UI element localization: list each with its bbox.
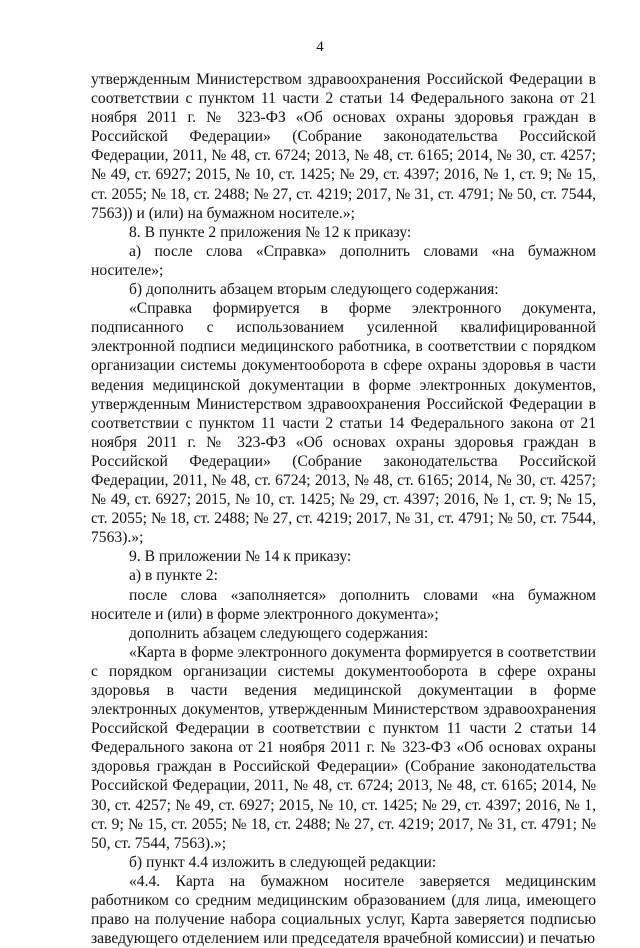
paragraph-3: а) после слова «Справка» дополнить словами «на бумажном носителе»; — [91, 242, 596, 279]
paragraph-4: б) дополнить абзацем вторым следующего содержания: — [129, 281, 499, 299]
paragraph-11: б) пункт 4.4 изложить в следующей редакции: — [129, 853, 437, 871]
paragraph-1: утвержденным Министерством здравоохранения Российской Федерации в соответствии с пунктом 11 части 2 статьи 14 Федерального закона от 21 ноября 2011 г. № 323-ФЗ «Об основах охраны здоровья граждан в Российской Федерации» (Собрание законодательства Российской Федерации, 2011, № 48, ст. 6724; 2013, № 48, ст. 6165; 2014, № 30, ст. 4257; № 49, ст. 6927; 2015, № 10, ст. 1425; № 29, ст. 4397; 2016, № 1, ст. 9; № 15, ст. 2055; № 18, ст. 2488; № 27, ст. 4219; 2017, № 31, ст. 4791; № 50, ст. 7544, 7563)) и (или) на бумажном носителе.»; — [91, 71, 596, 222]
document-body — [91, 70, 596, 948]
paragraph-8: после слова «заполняется» дополнить словами «на бумажном носителе и (или) в форме электронного документа»; — [91, 586, 596, 623]
paragraph-9: дополнить абзацем следующего содержания: — [129, 624, 429, 642]
paragraph-5: «Справка формируется в форме электронного документа, подписанного с использованием усиленной квалифицированной электронной подписи медицинского работника, в соответствии с порядком организации системы документооборота в сфере охраны здоровья в части ведения медицинской документации в форме электронных документов, утвержденным Министерством здравоохранения Российской Федерации в соответствии с пунктом 11 части 2 статьи 14 Федерального закона от 21 ноября 2011 г. № 323-ФЗ «Об основах охраны здоровья граждан в Российской Федерации» (Собрание законодательства Российской Федерации, 2011, № 48, ст. 6724; 2013, № 48, ст. 6165; 2014, № 30, ст. 4257; № 49, ст. 6927; 2015, № 10, ст. 1425; № 29, ст. 4397; 2016, № 1, ст. 9; № 15, ст. 2055; № 18, ст. 2488; № 27, ст. 4219; 2017, № 31, ст. 4791; № 50, ст. 7544, 7563).»; — [91, 300, 596, 547]
page-number: 4 — [316, 39, 324, 55]
paragraph-6: 9. В приложении № 14 к приказу: — [129, 548, 352, 566]
paragraph-10: «Карта в форме электронного документа формируется в соответствии с порядком организации системы документооборота в сфере охраны здоровья в части ведения медицинской документации в форме электронных документов, утвержденным Министерством здравоохранения Российской Федерации в соответствии с пунктом 11 части 2 статьи 14 Федерального закона от 21 ноября 2011 г. № 323-ФЗ «Об основах охраны здоровья граждан в Российской Федерации» (Собрание законодательства Российской Федерации, 2011, № 48, ст. 6724; 2013, № 48, ст. 6165; 2014, № 30, ст. 4257; № 49, ст. 6927; 2015, № 10, ст. 1425; № 29, ст. 4397; 2016, № 1, ст. 9; № 15, ст. 2055; № 18, ст. 2488; № 27, ст. 4219; 2017, № 31, ст. 4791; № 50, ст. 7544, 7563).»; — [91, 643, 596, 852]
paragraph-2: 8. В пункте 2 приложения № 12 к приказу: — [129, 223, 412, 241]
paragraph-7: а) в пункте 2: — [129, 567, 218, 585]
paragraph-12: «4.4. Карта на бумажном носителе заверяется медицинским работником со средним медицинским образованием (для лица, имеющего право на получение набора социальных услуг, Карта заверяется подписью заведующего отделением или председателя врачебной комиссии) и печатью — [91, 872, 596, 948]
